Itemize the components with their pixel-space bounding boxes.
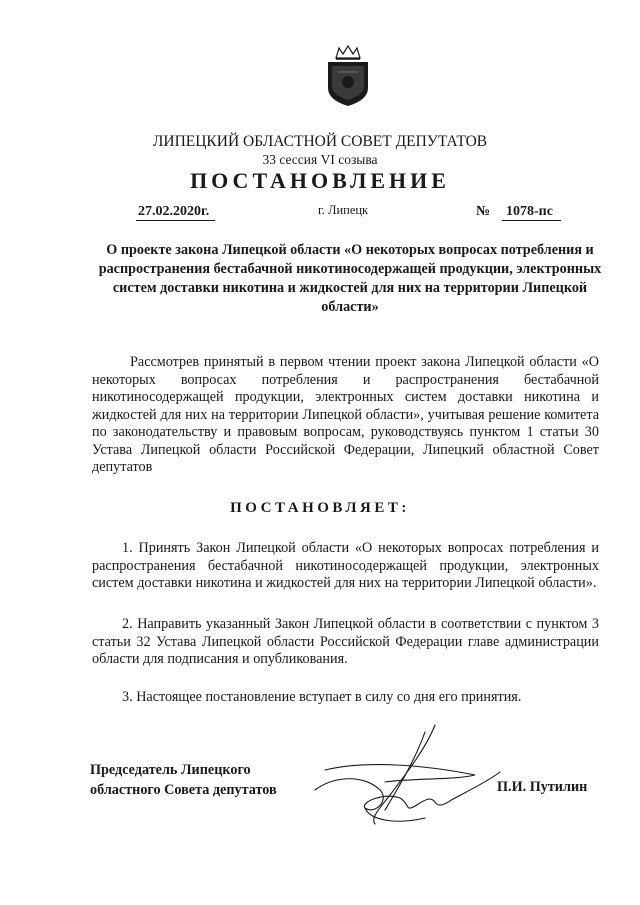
coat-of-arms-emblem — [322, 44, 374, 108]
resolution-item-2: 2. Направить указанный Закон Липецкой области в соответствии с пунктом 3 статьи 32 Устава Липецкой области Российской Федерации главе администрации области для подписания и опубликования. — [92, 616, 599, 667]
signatory-title-line-1: Председатель Липецкого — [90, 762, 251, 778]
signatory-title-line-2: областного Совета депутатов — [90, 782, 277, 798]
handwritten-signature — [305, 720, 505, 840]
document-date: 27.02.2020г. — [136, 204, 215, 221]
signatory-name: П.И. Путилин — [497, 779, 588, 795]
resolution-item-1: 1. Принять Закон Липецкой области «О некоторых вопросах потребления и распространения бестабачной никотиносодержащей продукции, электронных систем доставки никотина и жидкостей для них на территории Липецкой области». — [92, 540, 599, 591]
number-sign: № — [476, 204, 491, 219]
preamble-paragraph: Рассмотрев принятый в первом чтении проект закона Липецкой области «О некоторых вопросах потребления и распространения бестабачной никотиносодержащей продукции, электронных систем доставки никотина и жидкостей для них на территории Липецкой области», учитывая решение комитета по законодательству и правовым вопросам, руководствуясь пунктом 1 статьи 30 Устава Липецкой области Российской Федерации, Липецкий областной Совет депутатов — [92, 354, 599, 475]
document-number: 1078-пс — [502, 204, 561, 221]
session-line: 33 сессия VI созыва — [262, 152, 378, 167]
document-subject: О проекте закона Липецкой области «О некоторых вопросах потребления и распространения бестабачной никотиносодержащей продукции, электронных систем доставки никотина и жидкостей для них на территории Липецкой области» — [98, 242, 602, 315]
resolution-item-3: 3. Настоящее постановление вступает в силу со дня его принятия. — [122, 689, 522, 705]
document-type: ПОСТАНОВЛЕНИЕ — [190, 168, 450, 193]
document-city: г. Липецк — [318, 203, 369, 217]
resolves-heading: ПОСТАНОВЛЯЕТ: — [230, 500, 410, 516]
organization-title: ЛИПЕЦКИЙ ОБЛАСТНОЙ СОВЕТ ДЕПУТАТОВ — [152, 133, 488, 150]
signatory-title — [90, 760, 277, 800]
